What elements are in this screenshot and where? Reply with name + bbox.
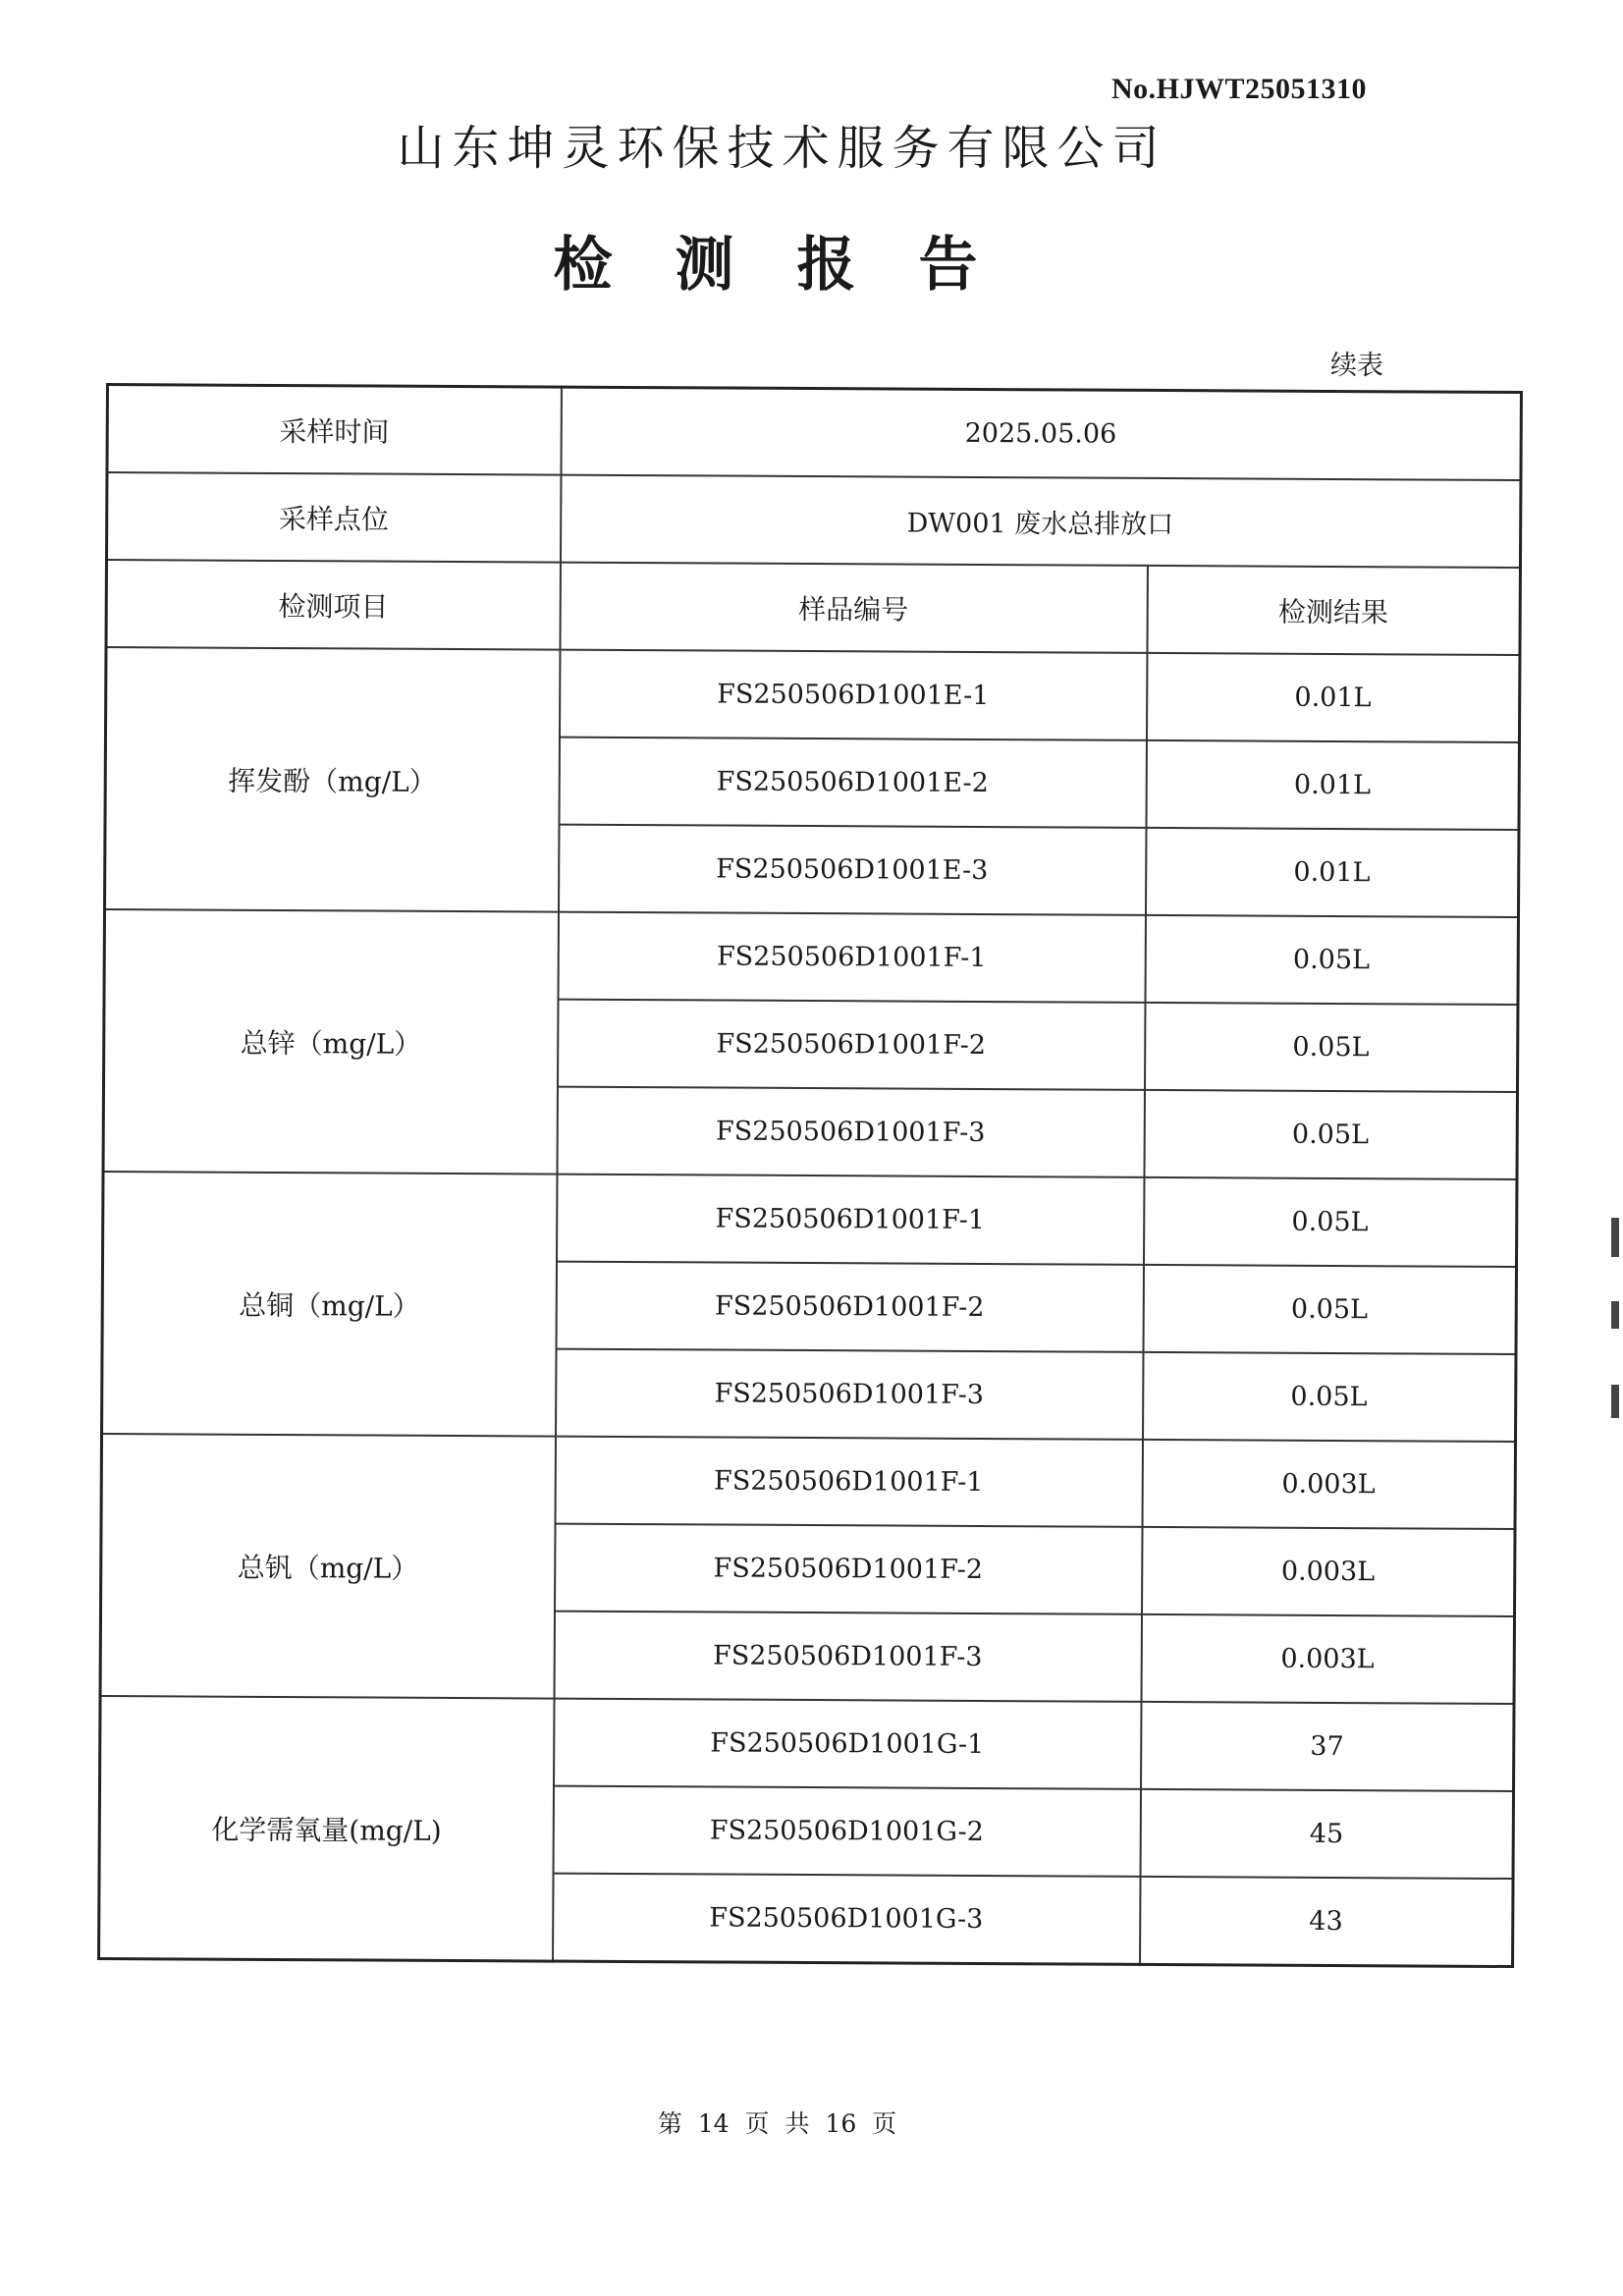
sampling-point-row	[106, 472, 1520, 568]
sample-number-cell: FS250506D1001G-1	[554, 1699, 1141, 1789]
result-cell: 0.01L	[1145, 828, 1518, 917]
sample-number-cell: FS250506D1001F-1	[555, 1437, 1142, 1527]
sample-number-cell: FS250506D1001F-1	[558, 912, 1145, 1003]
test-item-name: 挥发酚（mg/L）	[105, 647, 560, 912]
result-cell: 0.05L	[1144, 1003, 1517, 1092]
table-row	[100, 1696, 1514, 1791]
scan-edge-marks	[1607, 1218, 1623, 1424]
table-row	[103, 1172, 1517, 1267]
report-number: No.HJWT25051310	[1111, 73, 1368, 105]
column-header-item: 检测项目	[106, 560, 560, 650]
results-table	[97, 383, 1523, 1968]
sampling-time-row	[107, 385, 1521, 481]
sampling-point-label: 采样点位	[106, 472, 560, 563]
test-item-name: 总钒（mg/L）	[100, 1434, 555, 1699]
sample-number-cell: FS250506D1001F-3	[554, 1612, 1141, 1702]
test-item-name: 化学需氧量(mg/L)	[99, 1696, 554, 1961]
column-header-sample-number: 样品编号	[560, 563, 1147, 653]
page-number: 第 14 页 共 16 页	[657, 2109, 897, 2138]
sampling-time-value: 2025.05.06	[561, 387, 1521, 480]
sampling-point-value: DW001 废水总排放口	[560, 475, 1520, 568]
sample-number-cell: FS250506D1001E-1	[559, 650, 1146, 740]
sample-number-cell: FS250506D1001F-3	[556, 1349, 1143, 1440]
sample-number-cell: FS250506D1001E-2	[559, 738, 1146, 828]
test-item-name: 总锌（mg/L）	[103, 909, 558, 1175]
company-name: 山东坤灵环保技术服务有限公司	[397, 121, 1167, 176]
result-cell: 0.003L	[1142, 1527, 1515, 1616]
sample-number-cell: FS250506D1001E-3	[558, 825, 1145, 915]
result-cell: 37	[1141, 1702, 1514, 1791]
report-title: 检测报告	[553, 231, 1041, 300]
result-cell: 0.05L	[1143, 1352, 1516, 1442]
sample-number-cell: FS250506D1001F-1	[557, 1175, 1144, 1265]
table-row	[104, 909, 1518, 1005]
table-row	[101, 1434, 1515, 1529]
column-header-result: 检测结果	[1147, 566, 1520, 655]
continued-label: 续表	[1330, 351, 1383, 381]
result-cell: 0.003L	[1142, 1440, 1515, 1529]
result-cell: 0.05L	[1144, 1177, 1517, 1267]
result-cell: 0.01L	[1146, 653, 1519, 742]
results-table-container	[97, 383, 1520, 1968]
table-row	[106, 647, 1520, 742]
result-cell: 0.05L	[1145, 915, 1518, 1005]
sample-number-cell: FS250506D1001F-2	[558, 1000, 1145, 1090]
result-cell: 0.05L	[1144, 1090, 1517, 1179]
sample-number-cell: FS250506D1001F-2	[555, 1524, 1142, 1614]
result-cell: 0.003L	[1141, 1614, 1514, 1704]
sample-number-cell: FS250506D1001G-2	[553, 1786, 1140, 1877]
sample-number-cell: FS250506D1001F-2	[556, 1262, 1143, 1352]
sample-number-cell: FS250506D1001G-3	[553, 1874, 1140, 1965]
result-cell: 0.01L	[1146, 740, 1519, 830]
result-cell: 45	[1140, 1789, 1513, 1879]
result-cell: 0.05L	[1143, 1265, 1516, 1354]
result-cell: 43	[1140, 1877, 1513, 1967]
test-item-name: 总铜（mg/L）	[102, 1172, 557, 1437]
sampling-time-label: 采样时间	[107, 385, 561, 475]
sample-number-cell: FS250506D1001F-3	[557, 1087, 1144, 1177]
table-header-row	[106, 560, 1520, 655]
